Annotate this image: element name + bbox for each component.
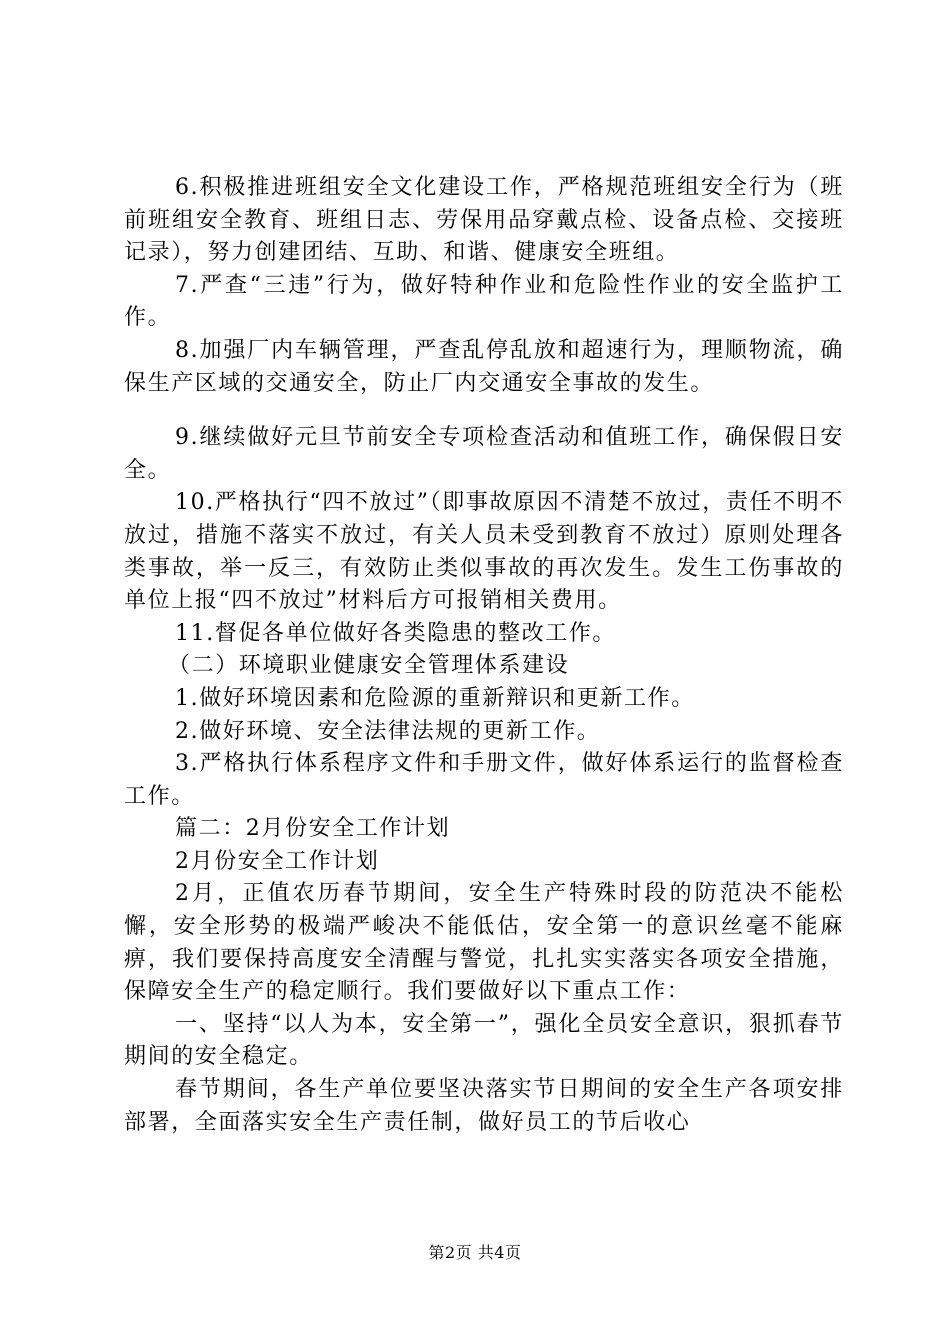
paragraph-ems-1: 1.做好环境因素和危险源的重新辩识和更新工作。 bbox=[175, 685, 695, 711]
paragraph-point-1: 一、坚持“以人为本，安全第一”，强化全员安全意识，狠抓春节期间的安全稳定。 bbox=[124, 1011, 844, 1070]
paragraph-intro: 2月，正值农历春节期间，安全生产特殊时段的防范决不能松懈，安全形势的极端严峻决不能低估，安全第一的意识丝毫不能麻痹，我们要保持高度安全清醒与警觉，扎扎实实落实各项安全措施，保障安全生产的稳定顺行。我们要做好以下重点工作： bbox=[124, 881, 844, 1005]
paragraph-item-9: 9.继续做好元旦节前安全专项检查活动和值班工作，确保假日安全。 bbox=[124, 425, 844, 483]
page-number-footer: 第2页 共4页 bbox=[428, 1243, 522, 1262]
paragraph-ems-2: 2.做好环境、安全法律法规的更新工作。 bbox=[175, 718, 601, 744]
chapter-title: 2月份安全工作计划 bbox=[175, 848, 380, 874]
paragraph-spring-festival: 春节期间，各生产单位要坚决落实节日期间的安全生产各项安排部署，全面落实安全生产责任制，做好员工的节后收心 bbox=[124, 1077, 844, 1135]
paragraph-item-10: 10.严格执行“四不放过”（即事故原因不清楚不放过，责任不明不放过，措施不落实不放过，有关人员未受到教育不放过）原则处理各类事故，举一反三，有效防止类似事故的再次发生。发生工伤事故的单位上报“四不放过”材料后方可报销相关费用。 bbox=[124, 490, 844, 614]
paragraph-item-6: 6.积极推进班组安全文化建设工作，严格规范班组安全行为（班前班组安全教育、班组日志、劳保用品穿戴点检、设备点检、交接班记录），努力创建团结、互助、和谐、健康安全班组。 bbox=[124, 175, 844, 266]
paragraph-item-7: 7.严查“三违”行为，做好特种作业和危险性作业的安全监护工作。 bbox=[124, 272, 844, 331]
chapter-heading: 篇二：2月份安全工作计划 bbox=[175, 816, 451, 842]
paragraph-item-11: 11.督促各单位做好各类隐患的整改工作。 bbox=[175, 620, 616, 646]
paragraph-item-8: 8.加强厂内车辆管理，严查乱停乱放和超速行为，理顺物流，确保生产区域的交通安全，防止厂内交通安全事故的发生。 bbox=[124, 337, 844, 396]
section-heading-ems: （二）环境职业健康安全管理体系建设 bbox=[168, 653, 570, 679]
paragraph-ems-3: 3.严格执行体系程序文件和手册文件，做好体系运行的监督检查工作。 bbox=[124, 751, 844, 809]
document-body bbox=[124, 172, 844, 1139]
